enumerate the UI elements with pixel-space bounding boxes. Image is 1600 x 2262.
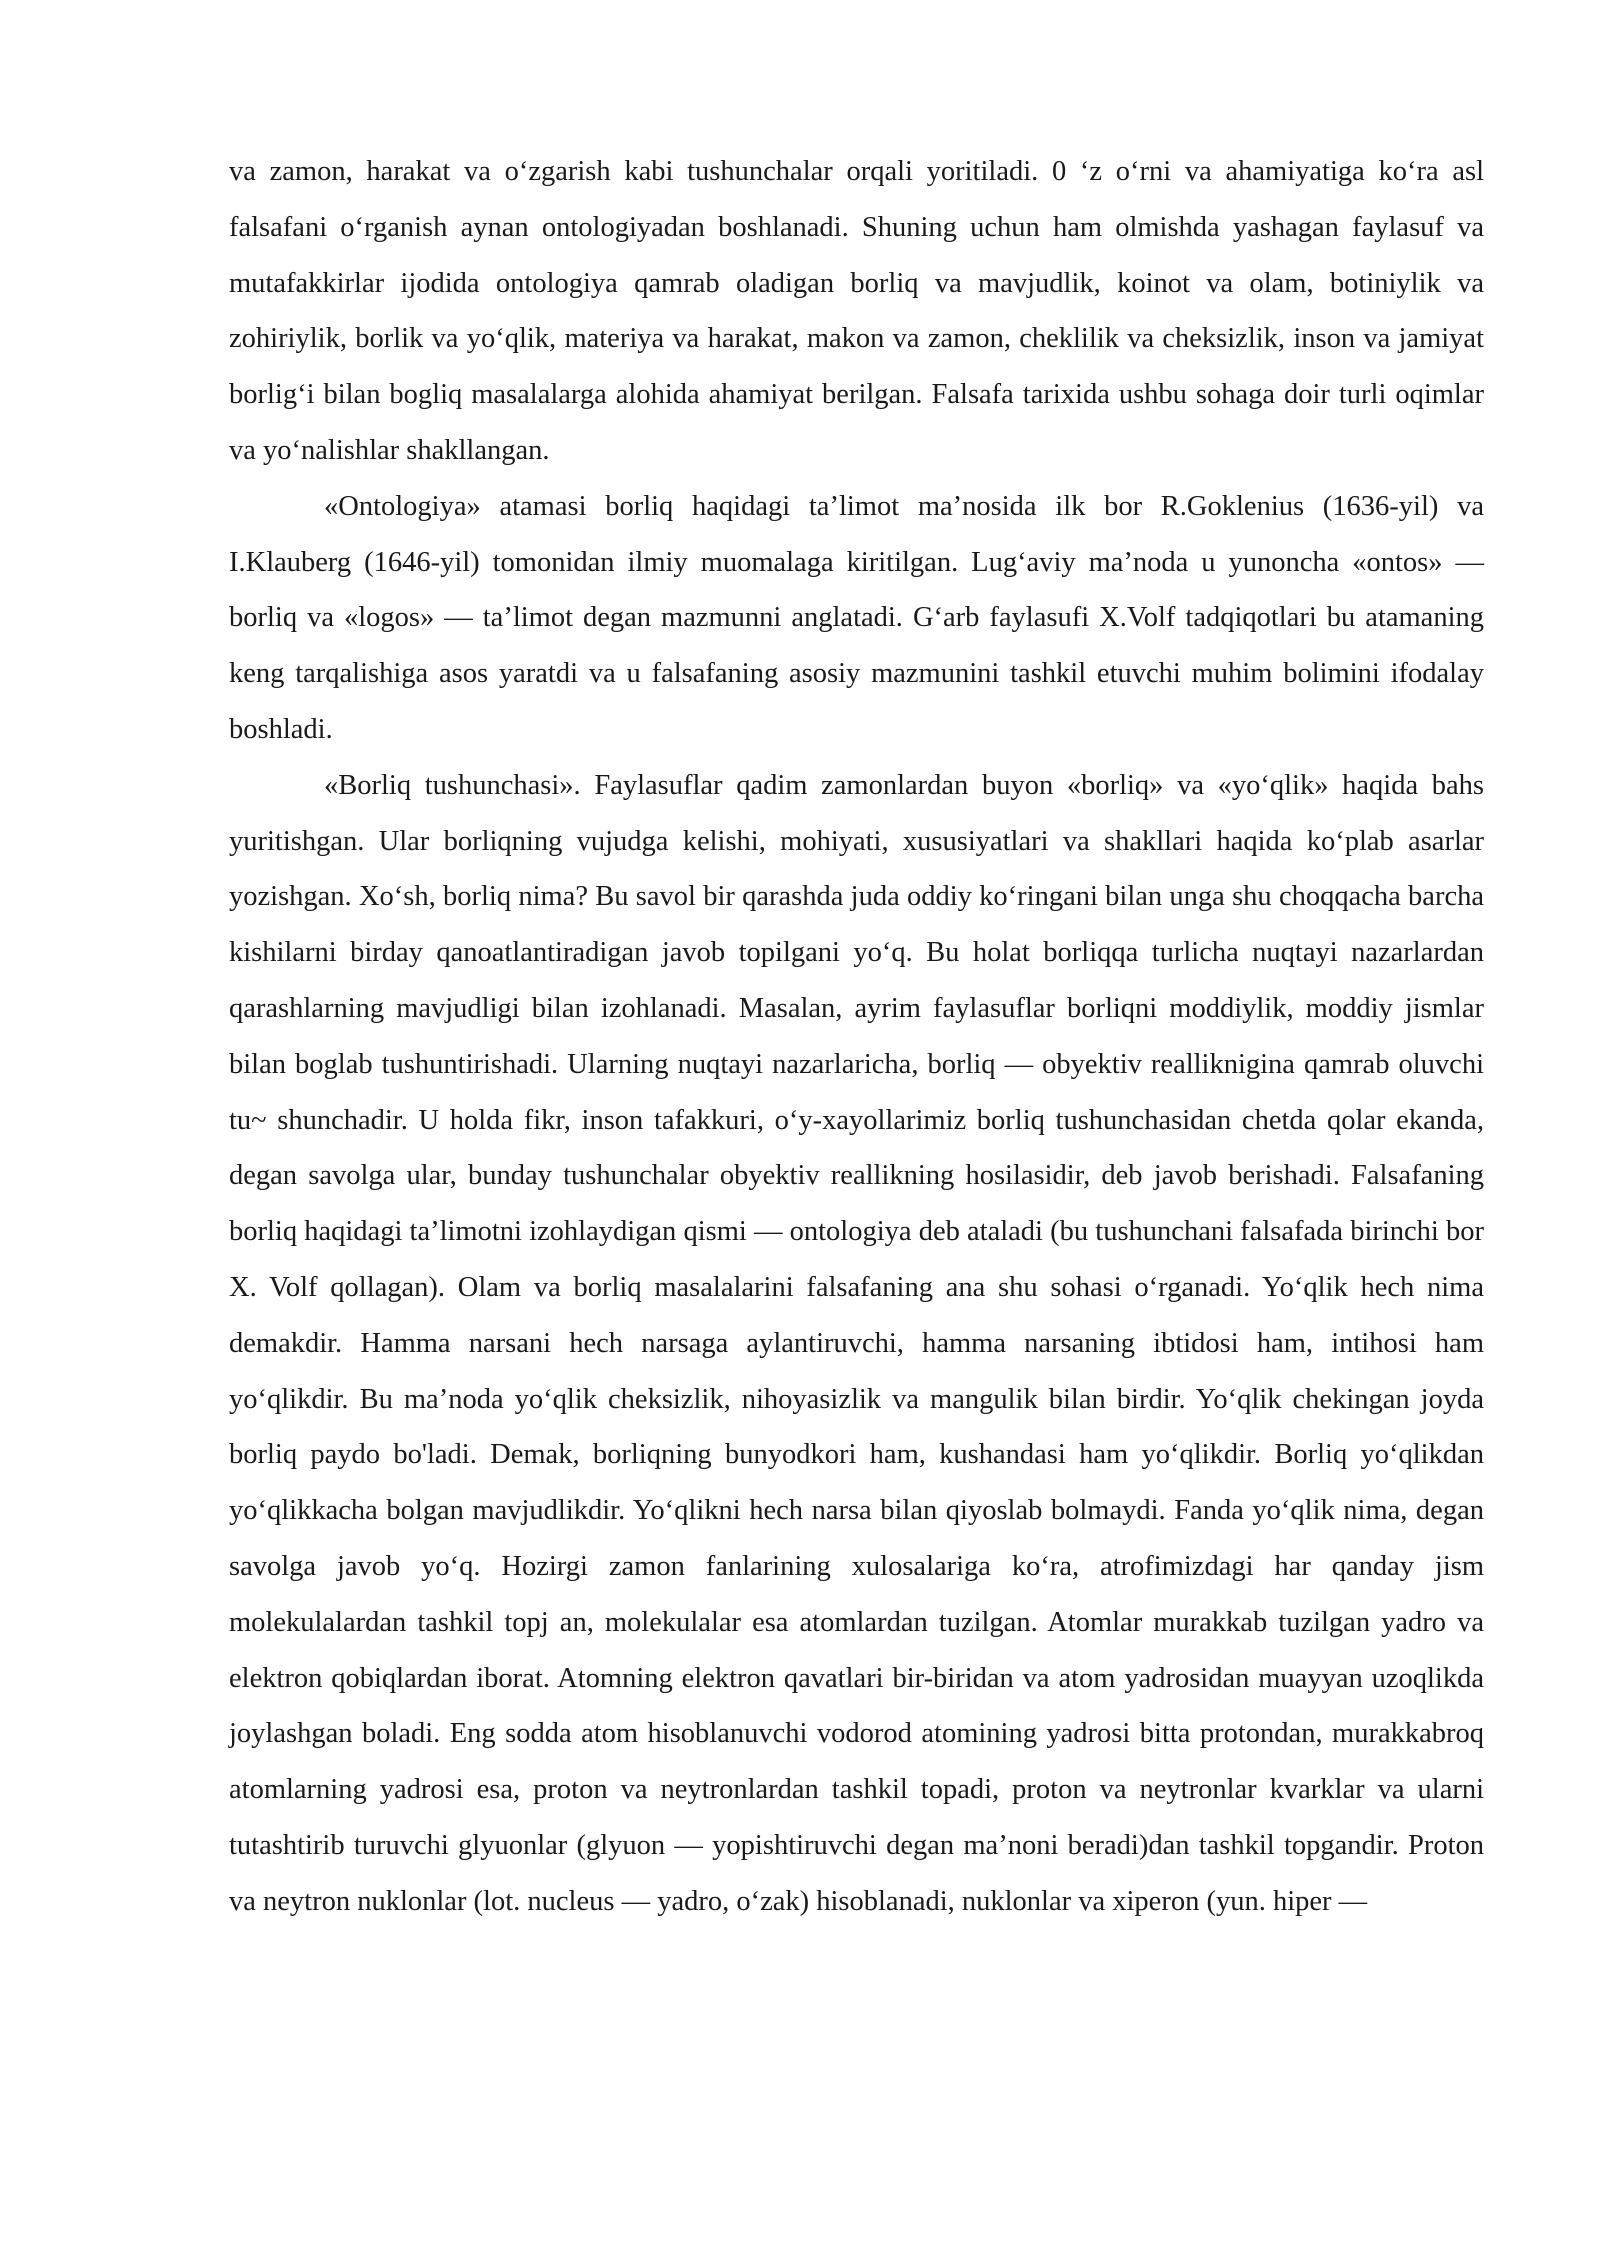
paragraph-borliq-concept: «Borliq tushunchasi». Faylasuflar qadim zamonlardan buyon «borliq» va «yo‘qlik» haqida bahs yuritishgan. Ular borliqning vujudga kelishi, mohiyati, xususiyatlari va shakllari haqida ko‘plab asarlar yozishgan. Xo‘sh, borliq nima? Bu savol bir qarashda juda oddiy ko‘ringani bilan unga shu choqqacha barcha kishilarni birday qanoatlantiradigan javob topilgani yo‘q. Bu holat borliqqa turlicha nuqtayi nazarlardan qarashlarning mavjudligi bilan izohlanadi. Masalan, ayrim faylasuflar borliqni moddiylik, moddiy jismlar bilan boglab tushuntirishadi. Ularning nuqtayi nazarlaricha, borliq — obyektiv reallikniginа qamrab oluvchi tu~ shunchadir. U holda fikr, inson tafakkuri, o‘y-xayollarimiz borliq tushunchasidan chetda qolar ekanda, degan savolga ular, bunday tushunchalar obyektiv reallikning hosilasidir, deb javob berishadi. Falsafaning borliq haqidagi ta’limotni izohlaydigan qismi — ontologiya deb ataladi (bu tushunchani falsafada birinchi bor X. Volf qollagan). Olam va borliq masalalarini falsafaning ana shu sohasi o‘rganadi. Yo‘qlik hech nima demakdir. Hamma narsani hech narsaga aylantiruvchi, hamma narsaning ibtidosi ham, intihosi ham yo‘qlikdir. Bu ma’noda yo‘qlik cheksizlik, nihoyasizlik va mangulik bilan birdir. Yo‘qlik chekingan joyda borliq paydo bo'ladi. Demak, borliqning bunyodkori ham, kushandasi ham yo‘qlikdir. Borliq yo‘qlikdan yo‘qlikkacha bolgan mavjudlikdir. Yo‘qlikni hech narsa bilan qiyoslab bolmaydi. Fanda yo‘qlik nima, degan savolga javob yo‘q. Hozirgi zamon fanlarining xulosalariga ko‘ra, atrofimizdagi har qanday jism molekulalardan tashkil topj an, molekulalar esa atomlardan tuzilgan. Atomlar murakkab tuzilgan yadro va elektron qobiqlardan iborat. Atomning elektron qavatlari bir-biridan va atom yadrosidan muayyan uzoqlikda joylashgan boladi. Eng sodda atom hisoblanuvchi vodorod atomining yadrosi bitta protondan, murakkabroq atomlarning yadrosi esa, proton va neytronlardan tashkil topadi, proton va neytronlar kvarklar va ularni tutashtirib turuvchi glyuonlar (glyuon — yopishtiruvchi degan ma’noni beradi)dan tashkil topgandir. Proton va neytron nuklonlar (lot. nucleus — yadro, o‘zak) hisoblanadi, nuklonlar va xiperon (yun. hiper — [229, 769, 1484, 1917]
paragraph-ontologiya-term: «Ontologiya» atamasi borliq haqidagi ta’limot ma’nosida ilk bor R.Goklenius (1636-yil) va I.Klauberg (1646-yil) tomonidan ilmiy muomalaga kiritilgan. Lug‘aviy ma’noda u yunoncha «ontos» — borliq va «logos» — ta’limot degan mazmunni anglatadi. G‘arb faylasufi X.Volf tadqiqotlari bu atamaning keng tarqalishiga asos yaratdi va u falsafaning asosiy mazmunini tashkil etuvchi muhim bolimini ifodalay boshladi. [229, 490, 1484, 745]
paragraph-continuation: va zamon, harakat va o‘zgarish kabi tushunchalar orqali yoritiladi. 0 ‘z o‘rni va ahamiyatiga ko‘ra asl falsafani o‘rganish aynan ontologiyadan boshlanadi. Shuning uchun ham olmishda yashagan faylasuf va mutafakkirlar ijodida ontologiya qamrab oladigan borliq va mavjudlik, koinot va olam, botiniylik va zohiriylik, borlik va yo‘qlik, materiya va harakat, makon va zamon, cheklilik va cheksizlik, inson va jamiyat borlig‘i bilan bogliq masalalarga alohida ahamiyat berilgan. Falsafa tarixida ushbu sohaga doir turli oqimlar va yo‘nalishlar shakllangan. [229, 156, 1484, 466]
document-body [229, 144, 1484, 1930]
